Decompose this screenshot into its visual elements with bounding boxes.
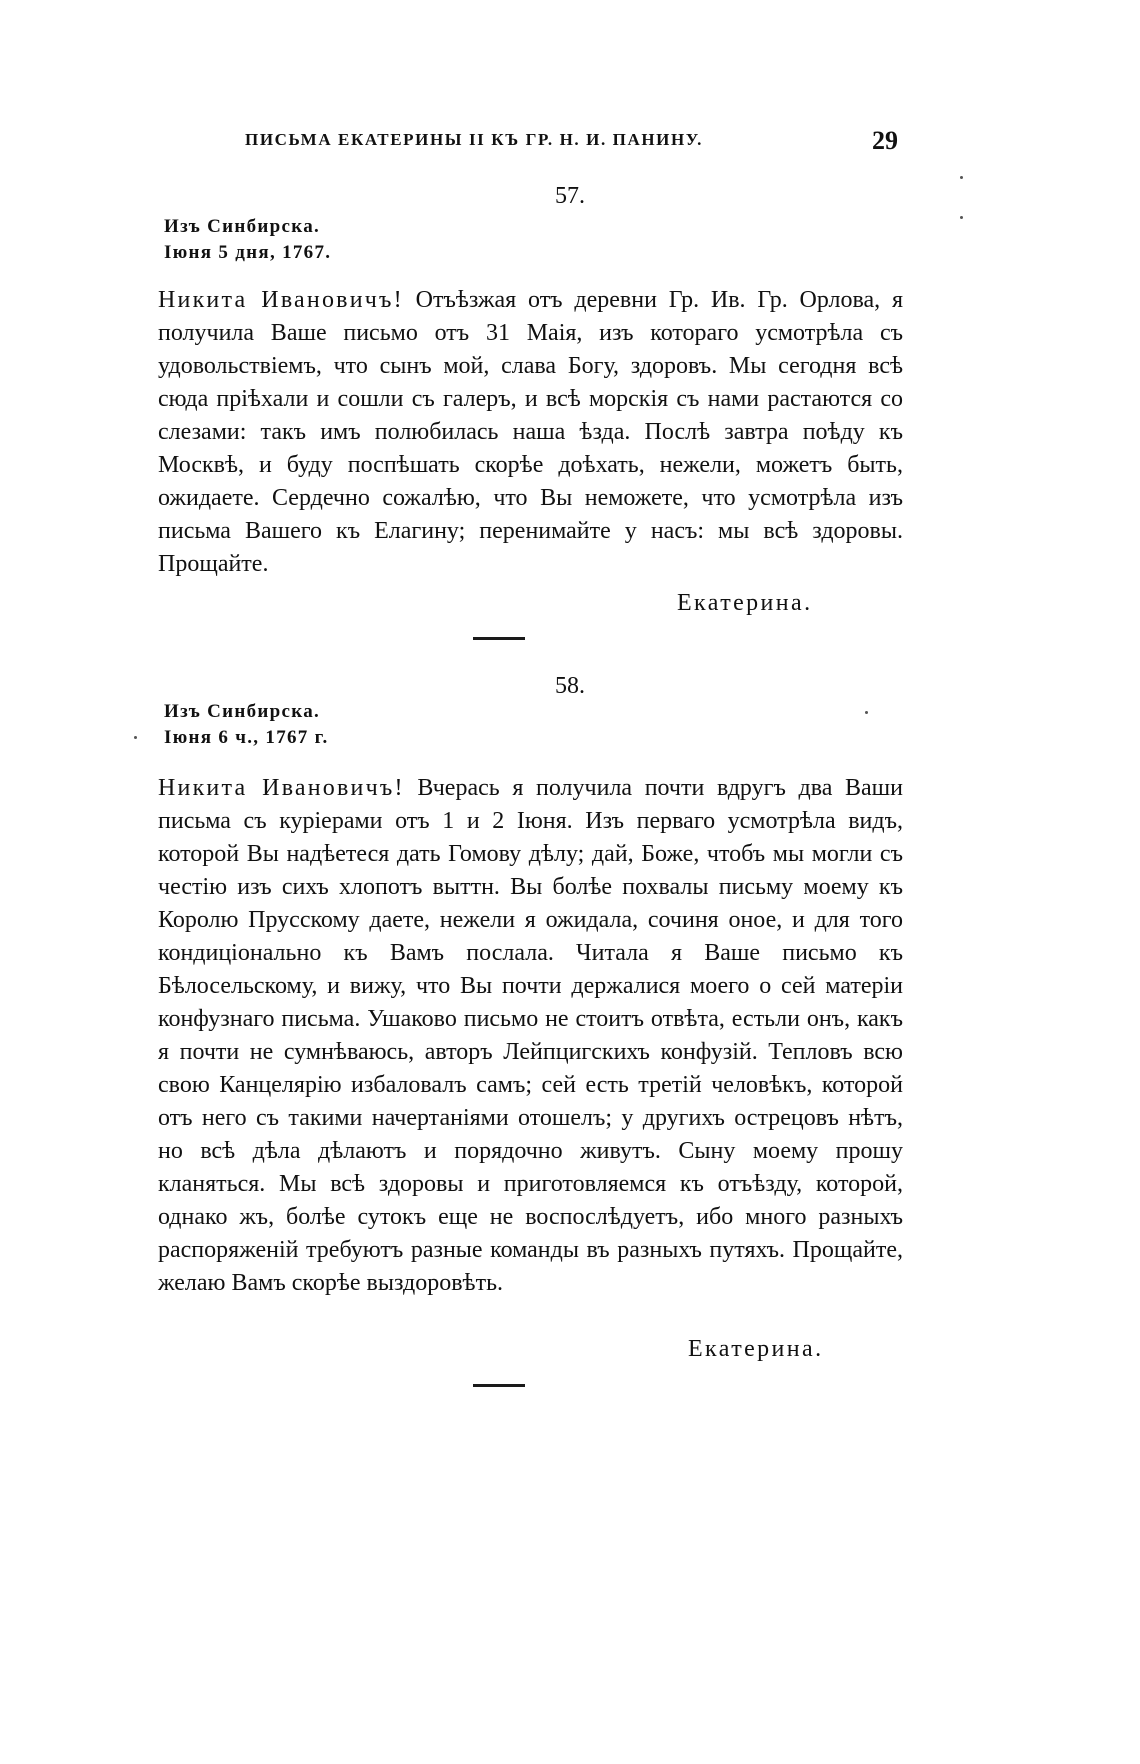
print-speck (960, 176, 963, 179)
section-divider (473, 637, 525, 640)
running-head (0, 126, 1140, 156)
dateline-date: Іюня 6 ч., 1767 г. (164, 727, 329, 748)
letter-paragraph (158, 772, 903, 1300)
print-speck (960, 216, 963, 219)
running-title: ПИСЬМА ЕКАТЕРИНЫ II КЪ ГР. Н. И. ПАНИНУ. (245, 130, 703, 149)
dateline-place: Изъ Синбирска. (164, 216, 321, 237)
page-number: 29 (872, 126, 898, 155)
print-speck (134, 736, 137, 739)
salutation: Никита Ивановичъ! (158, 287, 404, 313)
letter-body (158, 284, 903, 581)
dateline (164, 214, 331, 266)
letter-body (158, 772, 903, 1300)
letter-paragraph (158, 284, 903, 581)
letter-number: 57. (555, 183, 585, 209)
signature: Екатерина. (677, 590, 813, 616)
dateline (164, 699, 329, 751)
signature: Екатерина. (688, 1336, 824, 1362)
dateline-date: Іюня 5 дня, 1767. (164, 242, 332, 263)
salutation: Никита Ивановичъ! (158, 775, 405, 801)
letter-number: 58. (555, 673, 585, 699)
letter-text: Отъѣзжая отъ деревни Гр. Ив. Гр. Орлова, я получила Ваше письмо отъ 31 Маія, изъ котораго усмотрѣла съ удовольствіемъ, что сынъ мой, слава Богу, здоровъ. Мы сегодня всѣ сюда пріѣхали и сошли съ галеръ, и всѣ морскія съ нами растаются со слезами: такъ имъ полюбилась наша ѣзда. Послѣ завтра поѣду къ Москвѣ, и буду поспѣшать скорѣе доѣхать, нежели, можетъ быть, ожидаете. Сердечно сожалѣю, что Вы неможете, что усмотрѣла изъ письма Вашего къ Елагину; перенимайте у насъ: мы всѣ здоровы. Прощайте. (158, 287, 904, 577)
dateline-place: Изъ Синбирска. (164, 701, 321, 722)
letter-text: Вчерась я получила почти вдругъ два Ваши письма съ куріерами отъ 1 и 2 Іюня. Изъ перваго усмотрѣла видъ, которой Вы надѣетеся дать Гомову дѣлу; дай, Боже, чтобъ мы могли съ честію изъ сихъ хлопотъ выттн. Вы болѣе похвалы письму моему къ Королю Прусскому даете, нежели я ожидала, сочиня оное, и для того кондиціонально къ Вамъ послала. Читала я Ваше письмо къ Бѣлосельскому, и вижу, что Вы почти держалися моего о сей матеріи конфузнаго письма. Ушаково письмо не стоитъ отвѣта, естьли онъ, какъ я почти не сумнѣваюсь, авторъ Лейпцигскихъ конфузій. Тепловъ всю свою Канцелярію избаловалъ самъ; сей есть третій человѣкъ, которой отъ него съ такими начертаніями отошелъ; у другихъ острецовъ нѣтъ, но всѣ дѣла дѣлаютъ и порядочно живутъ. Сыну моему прошу кланяться. Мы всѣ здоровы и приготовляемся къ отъѣзду, которой, однако жъ, болѣе сутокъ еще не воспослѣдуетъ, ибо много разныхъ распоряженій требуютъ разные команды въ разныхъ путяхъ. Прощайте, желаю Вамъ скорѣе выздоровѣть. (158, 775, 904, 1296)
print-speck (865, 711, 868, 714)
section-divider (473, 1384, 525, 1387)
